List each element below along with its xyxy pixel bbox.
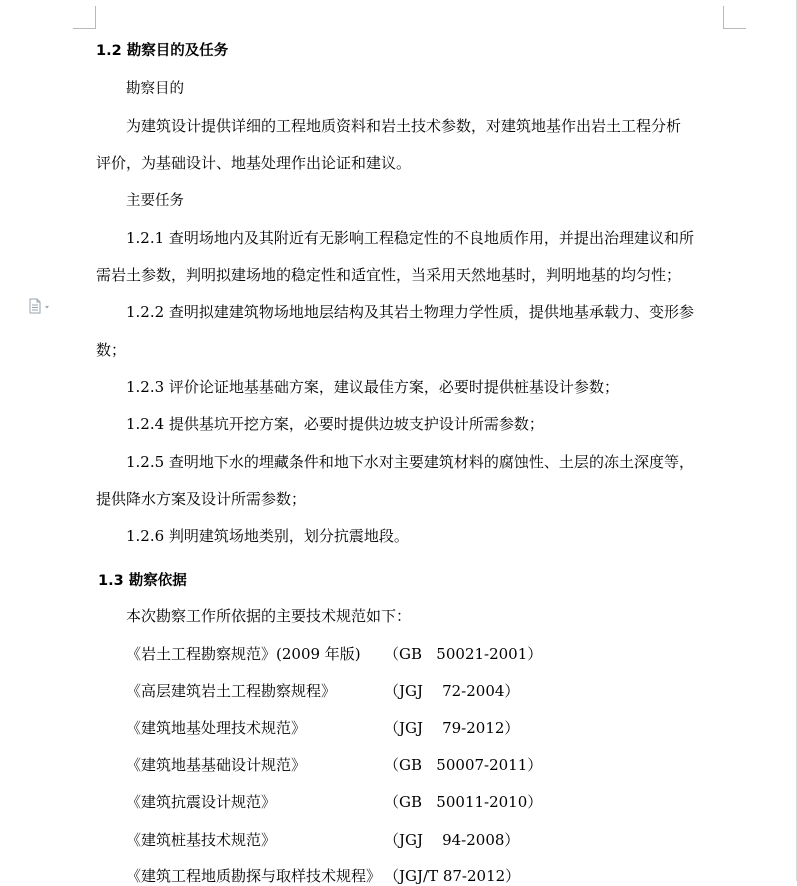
- standard-name: 《建筑抗震设计规范》: [126, 793, 277, 811]
- section-heading-1-3: 1.3 勘察依据: [98, 573, 187, 589]
- task-1-2-2-line-2: 数；: [96, 341, 127, 359]
- tasks-label: 主要任务: [126, 193, 184, 209]
- standard-code: （GB 50021-2001）: [384, 645, 543, 663]
- section-heading-1-2: 1.2 勘察目的及任务: [96, 43, 229, 59]
- purpose-paragraph-line-1: 为建筑设计提供详细的工程地质资料和岩土技术参数，对建筑地基作出岩土工程分析: [126, 117, 682, 135]
- standard-name: 《高层建筑岩土工程勘察规程》: [126, 682, 337, 700]
- standard-code: （JGJ 94-2008）: [384, 831, 520, 849]
- standard-name: 《建筑地基处理技术规范》: [126, 719, 307, 737]
- standard-code: （JGJ 72-2004）: [384, 682, 520, 700]
- task-1-2-5-line-1: 1.2.5 查明地下水的埋藏条件和地下水对主要建筑材料的腐蚀性、土层的冻土深度等，: [126, 453, 694, 471]
- standard-name: 《岩土工程勘察规范》(2009 年版): [126, 645, 361, 663]
- purpose-label: 勘察目的: [126, 81, 184, 97]
- task-1-2-4: 1.2.4 提供基坑开挖方案，必要时提供边坡支护设计所需参数；: [126, 415, 544, 433]
- standard-code: （GB 50007-2011）: [384, 756, 543, 774]
- task-1-2-3: 1.2.3 评价论证地基基础方案，建议最佳方案，必要时提供桩基设计参数；: [126, 378, 619, 396]
- standard-code: （GB 50011-2010）: [384, 793, 543, 811]
- standard-code: （JGJ/T 87-2012）: [384, 867, 521, 885]
- task-1-2-5-line-2: 提供降水方案及设计所需参数；: [96, 490, 307, 508]
- purpose-paragraph-line-2: 评价，为基础设计、地基处理作出论证和建议。: [96, 154, 412, 172]
- standard-name: 《建筑地基基础设计规范》: [126, 756, 307, 774]
- standard-code: （JGJ 79-2012）: [384, 719, 520, 737]
- task-1-2-1-line-1: 1.2.1 查明场地内及其附近有无影响工程稳定性的不良地质作用，并提出治理建议和所: [126, 229, 694, 247]
- standard-name: 《建筑桩基技术规范》: [126, 831, 277, 849]
- margin-corner-top-right: [723, 6, 746, 29]
- margin-corner-top-left: [73, 6, 96, 29]
- task-1-2-1-line-2: 需岩土参数，判明拟建场地的稳定性和适宜性，当采用天然地基时，判明地基的均匀性；: [96, 266, 682, 284]
- document-icon[interactable]: [28, 298, 52, 314]
- standard-name: 《建筑工程地质勘探与取样技术规程》: [126, 867, 382, 885]
- task-1-2-6: 1.2.6 判明建筑场地类别，划分抗震地段。: [126, 527, 409, 545]
- task-1-2-2-line-1: 1.2.2 查明拟建建筑物场地地层结构及其岩土物理力学性质，提供地基承载力、变形参: [126, 303, 694, 321]
- standards-intro: 本次勘察工作所依据的主要技术规范如下：: [126, 607, 412, 625]
